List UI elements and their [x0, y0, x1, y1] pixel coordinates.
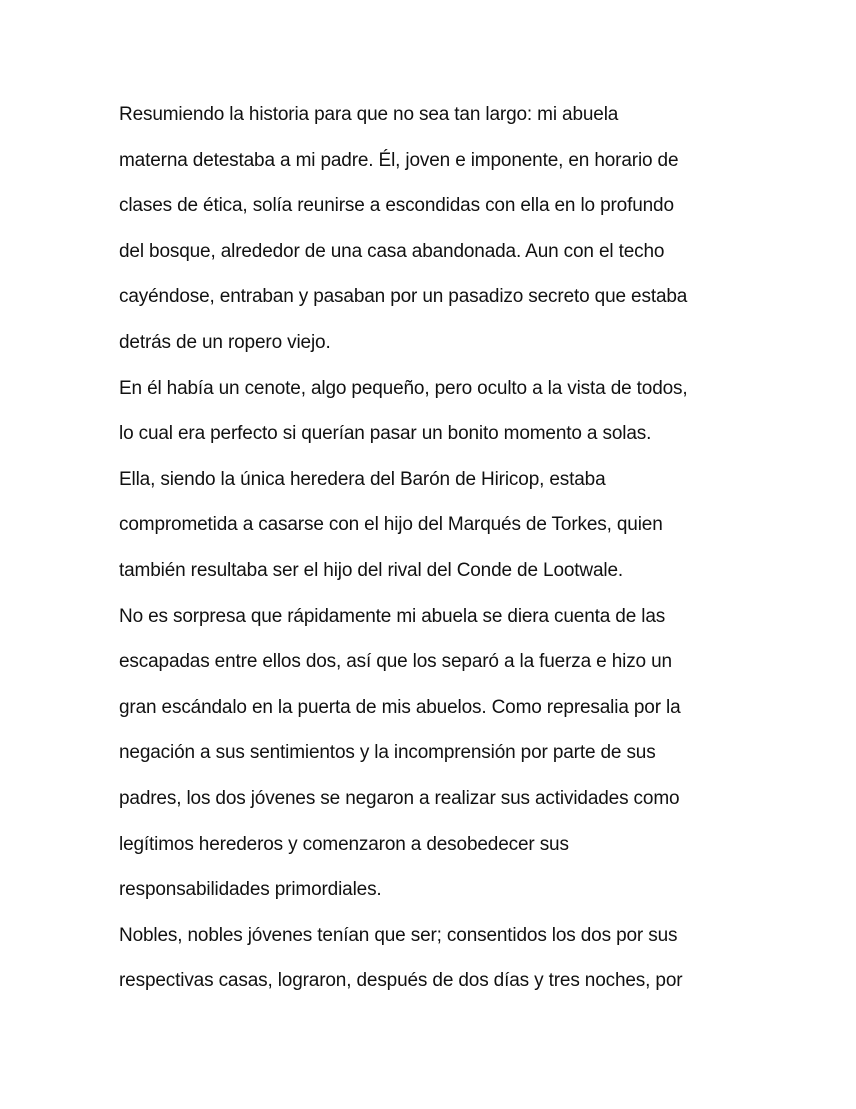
text-line: del bosque, alrededor de una casa abandonada. Aun con el techo	[119, 240, 665, 262]
text-line: detrás de un ropero viejo.	[119, 331, 331, 353]
text-line: padres, los dos jóvenes se negaron a realizar sus actividades como	[119, 787, 680, 809]
text-line: responsabilidades primordiales.	[119, 879, 382, 901]
text-line: Ella, siendo la única heredera del Barón de Hiricop, estaba	[119, 468, 606, 490]
text-line: cayéndose, entraban y pasaban por un pasadizo secreto que estaba	[119, 286, 688, 308]
text-line: No es sorpresa que rápidamente mi abuela se diera cuenta de las	[119, 605, 666, 627]
text-line: también resultaba ser el hijo del rival del Conde de Lootwale.	[119, 559, 624, 581]
text-line: escapadas entre ellos dos, así que los separó a la fuerza e hizo un	[119, 651, 672, 673]
body-text	[119, 96, 759, 1008]
text-line: materna detestaba a mi padre. Él, joven e imponente, en horario de	[119, 149, 679, 171]
text-line: En él había un cenote, algo pequeño, pero oculto a la vista de todos,	[119, 377, 688, 399]
text-line: respectivas casas, lograron, después de dos días y tres noches, por	[119, 970, 683, 992]
text-line: gran escándalo en la puerta de mis abuelos. Como represalia por la	[119, 696, 681, 718]
text-line: Nobles, nobles jóvenes tenían que ser; consentidos los dos por sus	[119, 924, 678, 946]
text-line: negación a sus sentimientos y la incomprensión por parte de sus	[119, 742, 656, 764]
text-line: legítimos herederos y comenzaron a desobedecer sus	[119, 833, 569, 855]
text-line: lo cual era perfecto si querían pasar un bonito momento a solas.	[119, 423, 652, 445]
text-line: comprometida a casarse con el hijo del Marqués de Torkes, quien	[119, 514, 663, 536]
text-line: Resumiendo la historia para que no sea tan largo: mi abuela	[119, 104, 619, 125]
text-line: clases de ética, solía reunirse a escondidas con ella en lo profundo	[119, 195, 674, 217]
